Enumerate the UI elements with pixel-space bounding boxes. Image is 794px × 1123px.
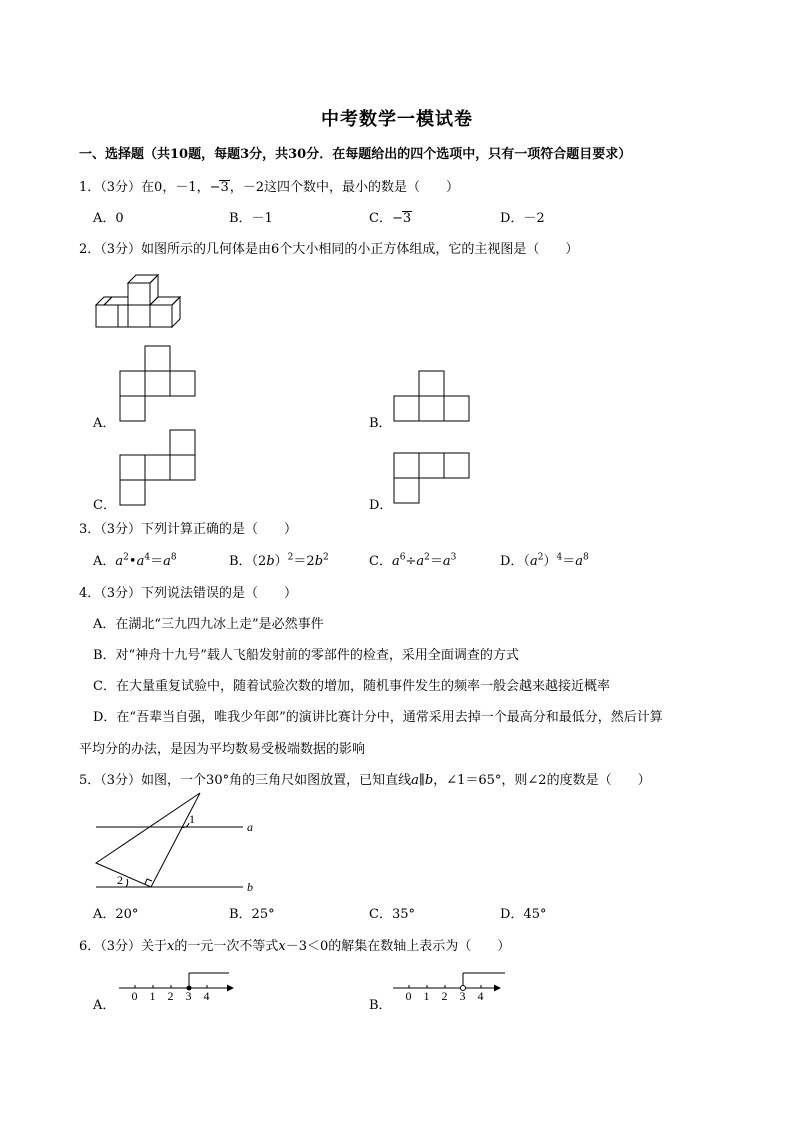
tick-label: 3 (459, 989, 466, 1003)
q1-stem-part: 1．（3分）在0，－1，− (79, 180, 221, 195)
exponent: 8 (170, 552, 177, 563)
q3-option-d[interactable] (500, 550, 589, 569)
tick-label: 4 (477, 989, 484, 1003)
q4-option-a[interactable]: A．在湖北“三九四九冰上走”是必然事件 (93, 617, 324, 632)
q2-option-d-figure[interactable] (393, 452, 473, 507)
operator: ＝ (562, 554, 576, 569)
angle-2-arc (126, 879, 128, 887)
operator: ＝ (429, 554, 443, 569)
q5-option-a[interactable]: A．20° (93, 907, 139, 922)
variable: a (136, 554, 145, 569)
variable: a (575, 554, 583, 569)
q6-option-a-number-line[interactable] (117, 968, 237, 1003)
q5-option-d[interactable]: D．45° (500, 907, 547, 922)
operator: ÷ (405, 554, 417, 569)
operator: • (128, 554, 137, 569)
variable: b (266, 554, 275, 569)
question-4-stem: 4．（3分）下列说法错误的是（ ） (79, 586, 298, 601)
q5-option-b[interactable]: B．25° (229, 907, 275, 922)
variable: x (278, 939, 286, 954)
q4-option-d-continued: 平均分的办法，是因为平均数易受极端数据的影响 (79, 742, 366, 757)
exponent: 2 (123, 552, 129, 563)
option-label: C． (369, 554, 392, 569)
q6-option-b-number-line[interactable] (391, 968, 511, 1003)
option-label: B．（2 (229, 554, 267, 569)
q2-option-b-figure[interactable] (393, 370, 473, 425)
q6-stem-part: 6．（3分）关于 (79, 939, 168, 954)
q1-option-c[interactable] (369, 207, 412, 226)
exponent: 2 (424, 552, 430, 563)
variable: x (167, 939, 175, 954)
tick-label: 1 (423, 989, 430, 1003)
q1-option-a[interactable]: A．0 (93, 211, 124, 226)
parallel-symbol: ∥ (418, 773, 425, 788)
q6-option-b-label[interactable]: B． (369, 998, 392, 1013)
variable: a (442, 554, 451, 569)
q2-option-a-label[interactable]: A． (93, 416, 116, 431)
q3-option-c[interactable] (369, 550, 456, 569)
operator: ＝ (150, 554, 164, 569)
q1-option-d[interactable]: D．－2 (500, 211, 545, 226)
q6-option-a-label[interactable]: A． (93, 998, 116, 1013)
tick-label: 2 (441, 989, 448, 1003)
label-a: a (247, 820, 253, 834)
triangle-parallel-lines-figure (93, 790, 263, 900)
q2-option-c-figure[interactable] (119, 429, 199, 509)
option-label: D．（ (500, 554, 530, 569)
q1-option-c-label: C．− (369, 211, 403, 226)
q4-option-c[interactable]: C．在大量重复试验中，随着试验次数的增加，随机事件发生的频率一般会越来越接近概率 (93, 679, 610, 694)
q1-stem-part: ，－2这四个数中，最小的数是（ ） (229, 180, 460, 195)
q5-stem-part: 5．（3分）如图，一个30°角的三角尺如图放置，已知直线 (79, 773, 412, 788)
variable: a (411, 773, 419, 788)
tick-label: 2 (167, 989, 174, 1003)
q6-stem-part: －3＜0的解集在数轴上表示为（ ） (285, 939, 511, 954)
sqrt-symbol: 3 (220, 180, 229, 195)
tick-label: 1 (149, 989, 156, 1003)
label-angle-1: 1 (189, 812, 195, 826)
q2-option-b-label[interactable]: B． (369, 416, 392, 431)
variable: b (314, 554, 324, 569)
q5-stem-part: ，∠1＝65°，则∠2的度数是（ ） (433, 773, 651, 788)
exponent: 6 (399, 552, 406, 563)
right-angle-mark (145, 879, 152, 884)
exponent: 4 (144, 552, 151, 563)
exponent: 4 (556, 552, 563, 563)
q2-option-a-figure[interactable] (119, 345, 199, 425)
question-1-stem (79, 176, 459, 195)
q4-option-d[interactable]: D．在“吾辈当自强，唯我少年郎”的演讲比赛计分中，通常采用去掉一个最高分和最低分，然后计算 (93, 710, 663, 725)
operator: ） (274, 554, 288, 569)
variable: a (529, 554, 538, 569)
exponent: 3 (450, 552, 457, 563)
variable: a (115, 554, 124, 569)
question-2-stem: 2．（3分）如图所示的几何体是由6个大小相同的小正方体组成，它的主视图是（ ） (79, 242, 579, 257)
variable: b (424, 773, 434, 788)
sqrt-symbol: 3 (402, 211, 412, 226)
operator: ） (543, 554, 557, 569)
section-heading: 一、选择题（共10题，每题3分，共30分．在每题给出的四个选项中，只有一项符合题目要求） (79, 147, 632, 162)
operator: ＝2 (293, 554, 315, 569)
q2-option-d-label[interactable]: D． (369, 498, 393, 513)
triangle-ruler (96, 793, 200, 887)
variable: a (391, 554, 400, 569)
question-6-stem (79, 935, 510, 954)
variable: a (163, 554, 171, 569)
label-b: b (247, 880, 253, 894)
tick-label: 0 (131, 989, 138, 1003)
variable: a (416, 554, 425, 569)
exponent: 2 (287, 552, 294, 563)
tick-label: 4 (203, 989, 210, 1003)
option-label: A． (93, 554, 116, 569)
tick-label: 3 (185, 989, 192, 1003)
question-5-stem (79, 769, 651, 788)
q1-option-b[interactable]: B．－1 (229, 211, 273, 226)
question-3-stem: 3．（3分）下列计算正确的是（ ） (79, 522, 298, 537)
q4-option-b[interactable]: B．对“神舟十九号”载人飞船发射前的零部件的检查，采用全面调查的方式 (93, 648, 519, 663)
exponent: 2 (323, 552, 329, 563)
label-angle-2: 2 (117, 873, 123, 887)
exponent: 2 (537, 552, 544, 563)
q6-stem-part: 的一元一次不等式 (174, 939, 279, 954)
page-title: 中考数学一模试卷 (321, 109, 473, 130)
exponent: 8 (582, 552, 589, 563)
tick-label: 0 (405, 989, 412, 1003)
q3-option-b[interactable] (229, 550, 329, 569)
cube-solid-figure (95, 272, 185, 337)
q5-option-c[interactable]: C．35° (369, 907, 415, 922)
q2-option-c-label[interactable]: C． (93, 498, 116, 513)
q3-option-a[interactable] (93, 550, 177, 569)
